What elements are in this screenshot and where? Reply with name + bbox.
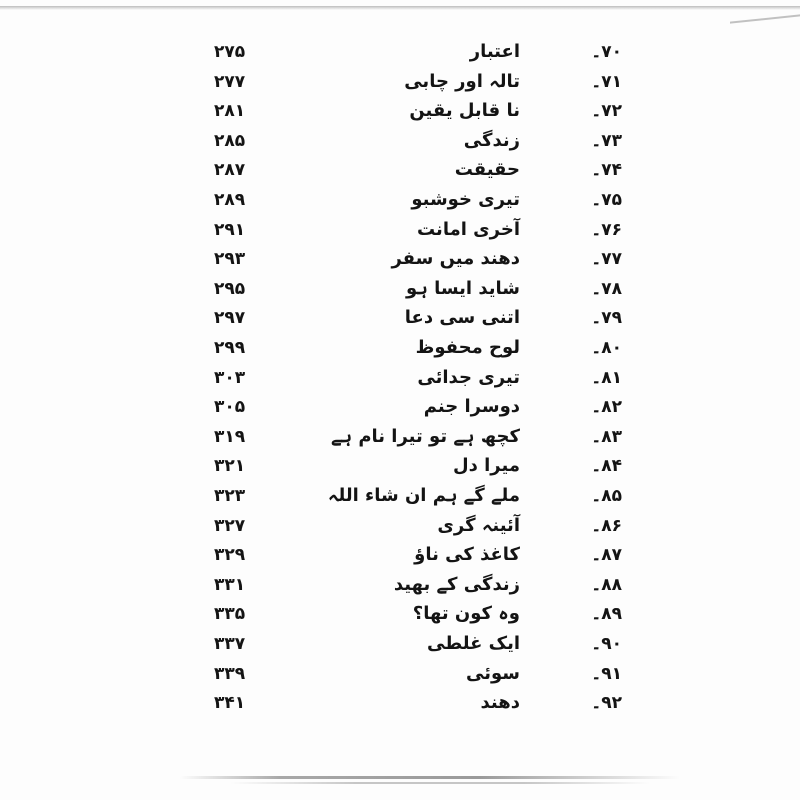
toc-entry-page-number: ۲۹۳ bbox=[214, 249, 246, 270]
toc-entry-number: ۹۰۔ bbox=[591, 634, 622, 654]
toc-entry-title: نا قابل یقین bbox=[409, 100, 520, 122]
toc-entry-title: دھند میں سفر bbox=[391, 248, 520, 270]
toc-entry-title: کاغذ کی ناؤ bbox=[414, 544, 520, 566]
toc-entry-number: ۸۸۔ bbox=[591, 574, 622, 595]
toc-entry bbox=[0, 186, 800, 214]
toc-entry bbox=[0, 216, 800, 244]
toc-entry-page-number: ۳۲۷ bbox=[214, 515, 246, 536]
toc-entry-title: اعتبار bbox=[469, 41, 520, 62]
toc-entry bbox=[0, 275, 800, 303]
toc-entry-page-number: ۲۹۹ bbox=[214, 338, 246, 358]
toc-entry-number: ۸۰۔ bbox=[591, 338, 622, 358]
toc-entry bbox=[0, 97, 800, 125]
toc-entry-title: آخری امانت bbox=[417, 218, 520, 240]
toc-entry-page-number: ۳۳۵ bbox=[214, 604, 246, 625]
toc-entry bbox=[0, 660, 800, 688]
toc-entry-number: ۷۱۔ bbox=[591, 71, 622, 92]
toc-entry-title: دھند bbox=[480, 692, 520, 714]
toc-entry-page-number: ۳۲۱ bbox=[214, 456, 246, 477]
toc-entry bbox=[0, 245, 800, 273]
toc-entry-page-number: ۳۰۳ bbox=[214, 367, 246, 388]
toc-entry bbox=[0, 630, 800, 658]
toc-entry-title: ایک غلطی bbox=[426, 633, 520, 654]
toc-entry bbox=[0, 68, 800, 96]
toc-entry bbox=[0, 334, 800, 362]
toc-entry-number: ۷۴۔ bbox=[591, 160, 622, 181]
toc-entry bbox=[0, 600, 800, 628]
toc-entry-title: لوح محفوظ bbox=[415, 337, 520, 358]
toc-entry-number: ۷۰۔ bbox=[591, 42, 622, 62]
toc-entry-title: اتنی سی دعا bbox=[404, 307, 520, 329]
toc-entry-page-number: ۳۳۷ bbox=[214, 634, 246, 654]
toc-entry-title: تیری جدائی bbox=[417, 366, 520, 388]
toc-entry-page-number: ۳۳۹ bbox=[214, 663, 246, 684]
toc-entry-title: شاید ایسا ہو bbox=[406, 277, 520, 299]
toc-entry-page-number: ۲۹۵ bbox=[214, 278, 246, 299]
toc-entry-page-number: ۲۸۱ bbox=[214, 101, 246, 122]
toc-entry bbox=[0, 156, 800, 184]
toc-entry bbox=[0, 452, 800, 480]
toc-entry-title: آئینہ گری bbox=[437, 514, 520, 536]
toc-entry-page-number: ۲۸۵ bbox=[214, 130, 246, 151]
toc-entry-page-number: ۳۱۹ bbox=[214, 426, 246, 447]
toc-entry-title: سوئی bbox=[466, 662, 520, 684]
toc-entry bbox=[0, 423, 800, 451]
toc-entry-page-number: ۳۲۹ bbox=[214, 545, 246, 566]
toc-entry-page-number: ۲۹۷ bbox=[214, 308, 246, 329]
toc-entry-page-number: ۲۸۷ bbox=[214, 160, 246, 181]
toc-entry-number: ۷۸۔ bbox=[591, 278, 622, 299]
toc-entry bbox=[0, 512, 800, 540]
toc-entry-number: ۷۹۔ bbox=[591, 308, 622, 329]
toc-entry-number: ۸۱۔ bbox=[591, 367, 622, 388]
toc-entry-number: ۷۶۔ bbox=[591, 219, 622, 240]
toc-entry-number: ۹۱۔ bbox=[591, 663, 622, 684]
toc-entry bbox=[0, 38, 800, 66]
toc-entry-page-number: ۲۹۱ bbox=[214, 219, 246, 240]
toc-entry-page-number: ۲۷۵ bbox=[214, 42, 246, 62]
toc-entry-number: ۸۲۔ bbox=[591, 397, 622, 418]
toc-entry-page-number: ۲۷۷ bbox=[214, 71, 246, 92]
toc-entry bbox=[0, 364, 800, 392]
toc-entry-number: ۷۳۔ bbox=[591, 130, 622, 151]
toc-entry-page-number: ۲۸۹ bbox=[214, 190, 246, 210]
toc-entry-number: ۸۶۔ bbox=[591, 515, 622, 536]
toc-entry-page-number: ۳۴۱ bbox=[214, 693, 246, 714]
toc-entry-page-number: ۳۳۱ bbox=[214, 574, 246, 595]
toc-entry-title: دوسرا جنم bbox=[423, 396, 520, 418]
toc-entry bbox=[0, 393, 800, 421]
toc-entry-number: ۷۵۔ bbox=[591, 190, 622, 210]
toc-entry-title: ملے گے ہم ان شاء اللہ bbox=[327, 485, 520, 506]
toc-entry bbox=[0, 127, 800, 155]
toc-entry bbox=[0, 482, 800, 510]
toc-entry-number: ۸۷۔ bbox=[591, 545, 622, 566]
toc-entry-number: ۷۷۔ bbox=[591, 249, 622, 270]
toc-entry-number: ۸۴۔ bbox=[591, 456, 622, 477]
toc-entry-number: ۸۳۔ bbox=[591, 426, 622, 447]
toc-entry-title: حقیقت bbox=[454, 159, 520, 181]
toc-entry-title: زندگی bbox=[463, 129, 520, 151]
toc-entry bbox=[0, 571, 800, 599]
toc-entry-number: ۹۲۔ bbox=[591, 693, 622, 714]
toc-entry bbox=[0, 689, 800, 717]
toc-entry-title: زندگی کے بھید bbox=[393, 573, 520, 595]
toc-entry-page-number: ۳۲۳ bbox=[214, 486, 246, 506]
toc-entry-title: تیری خوشبو bbox=[411, 189, 520, 210]
toc-entry bbox=[0, 541, 800, 569]
toc-entry-title: وہ کون تھا؟ bbox=[412, 603, 520, 625]
toc-entry-number: ۷۲۔ bbox=[591, 101, 622, 122]
toc-entry-title: میرا دل bbox=[453, 455, 520, 477]
toc-entry-title: تالہ اور چابی bbox=[404, 70, 520, 92]
toc-entry-number: ۸۵۔ bbox=[591, 486, 622, 506]
toc-entry-title: کچھ ہے تو تیرا نام ہے bbox=[330, 425, 520, 447]
toc-entry-page-number: ۳۰۵ bbox=[214, 397, 246, 418]
toc-entry bbox=[0, 304, 800, 332]
toc-entry-number: ۸۹۔ bbox=[591, 604, 622, 625]
